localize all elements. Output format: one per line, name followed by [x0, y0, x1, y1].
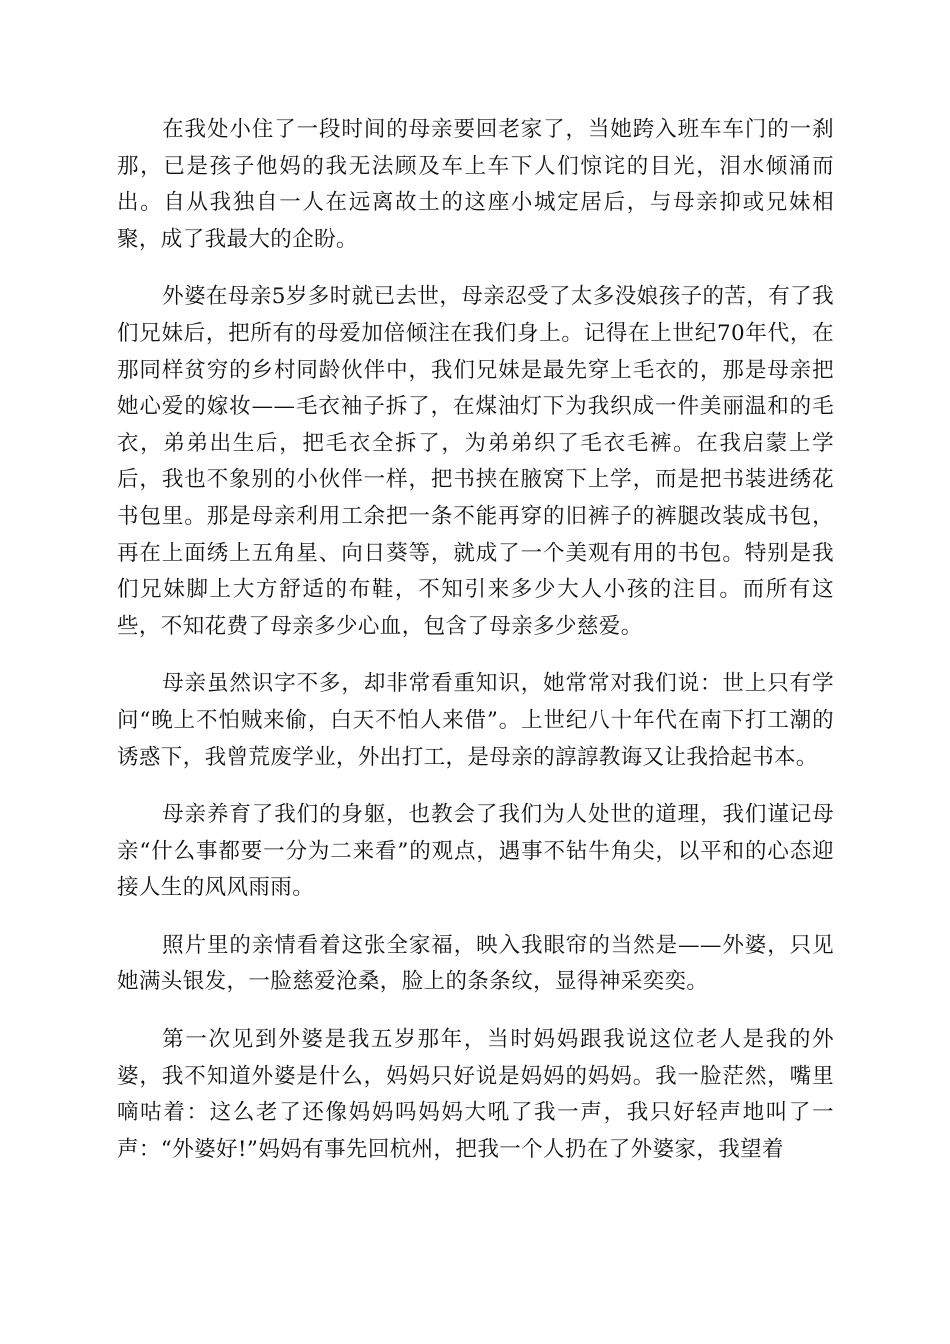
paragraph-2: 外婆在母亲5岁多时就已去世，母亲忍受了太多没娘孩子的苦，有了我们兄妹后，把所有的母爱加倍倾注在我们身上。记得在上世纪70年代，在那同样贫穷的乡村同龄伙伴中，我们兄妹是最先穿上毛衣的，那是母亲把她心爱的嫁妆——毛衣袖子拆了，在煤油灯下为我织成一件美丽温和的毛衣，弟弟出生后，把毛衣全拆了，为弟弟织了毛衣毛裤。在我启蒙上学后，我也不象别的小伙伴一样，把书挟在腋窝下上学，而是把书装进绣花书包里。那是母亲利用工余把一条不能再穿的旧裤子的裤腿改装成书包，再在上面绣上五角星、向日葵等，就成了一个美观有用的书包。特别是我们兄妹脚上大方舒适的布鞋，不知引来多少大人小孩的注目。而所有这些，不知花费了母亲多少心血，包含了母亲多少慈爱。: [117, 284, 834, 639]
paragraph-1: 在我处小住了一段时间的母亲要回老家了，当她跨入班车车门的一刹那，已是孩子他妈的我无法顾及车上车下人们惊诧的目光，泪水倾涌而出。自从我独自一人在远离故土的这座小城定居后，与母亲抑或兄妹相聚，成了我最大的企盼。: [117, 117, 834, 252]
paragraph-5: 照片里的亲情看着这张全家福，映入我眼帘的当然是——外婆，只见她满头银发，一脸慈爱沧桑，脸上的条条纹，显得神采奕奕。: [117, 932, 834, 995]
paragraph-3: 母亲虽然识字不多，却非常看重知识，她常常对我们说：世上只有学问“晚上不怕贼来偷，白天不怕人来借”。上世纪八十年代在南下打工潮的诱惑下，我曾荒废学业，外出打工，是母亲的諄諄教诲又让我拾起书本。: [117, 671, 834, 770]
paragraph-6: 第一次见到外婆是我五岁那年，当时妈妈跟我说这位老人是我的外婆，我不知道外婆是什么，妈妈只好说是妈妈的妈妈。我一脸茫然，嘴里嘀咕着：这么老了还像妈妈吗妈妈大吼了我一声，我只好轻声地叫了一声：“外婆好!”妈妈有事先回杭州，把我一个人扔在了外婆家，我望着: [117, 1027, 834, 1162]
paragraph-4: 母亲养育了我们的身躯，也教会了我们为人处世的道理，我们谨记母亲“什么事都要一分为二来看”的观点，遇事不钻牛角尖，以平和的心态迎接人生的风风雨雨。: [117, 802, 834, 901]
document-body: [117, 112, 834, 1189]
